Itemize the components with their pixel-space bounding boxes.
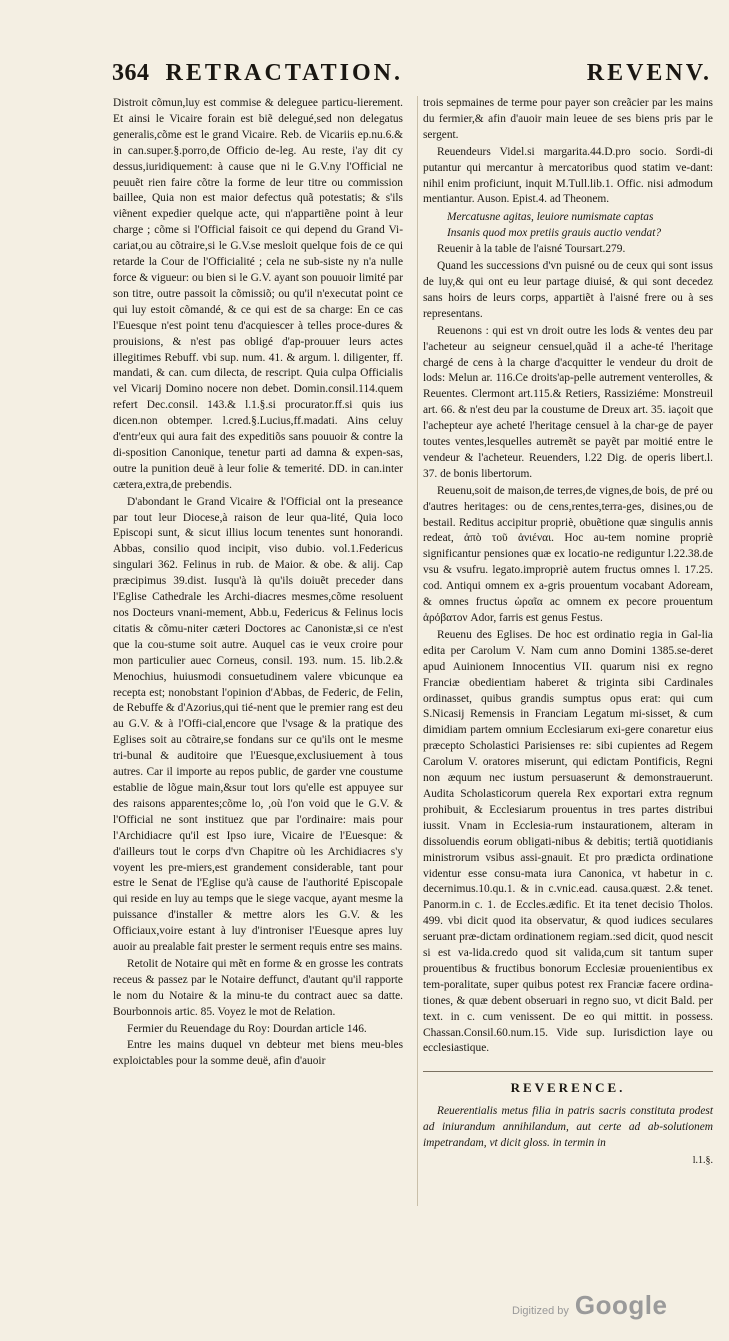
right-paragraph: Reuenu des Eglises. De hoc est ordinatio regia in Gal-lia edita per Carolum V. Nam cum anno Domini 1385.se-deret apud Auinionem Innocentius VII. quarum nisi ex regno Franciæ obedientiam haberet & triginta sibi Cardinales ordinasset, quibus grandis sumptus opus erat: qui cum S.Nicasij Remensis in Franciam Legatum mi-sisset, & cum dimidiam partem omnium Ecclesiarum exi-gere conaretur eius præcepto Scholastici Parisienses re: sibi cupientes ad Regem Carolum V. oratores miserunt, qui edictam Pontificis, Regni non æquum nec iustum persuaserunt & demonstrauerunt. Audita Scholasticorum querela Rex exportari extra regnum prohibuit, & Ecclesiarum prouentus in tres partes distribui iussit. Vnam in Ecclesia-rum instaurationem, alteram in dissoluendis eorum obligati-nibus & debitis; tertiã quotidianis ministrorum vsibus assi-gnauit. Et pro prædicta ordinatione videntur esse consu-mata iura Canonica, vt habetur in c. decernimus.10.qu.1. & in c.vnic.ead. causa.quæst. 2.& tenet. Panorm.in c. 1. de Eccles.ædific. Et ita tenet decisio Tholos. 499. vbi dicit quod ita observatur, & quod iudices seculares seruant præ-dictam ordinationem regiam.:sed dicit, quod nescit si est va-lida.credo quod sit valida,cum sit tantum super prouentibus & fructibus bonorum Ecclesiæ prouenientibus ex tem-poralitate, super quibus potest rex Franciæ facere ordina-tiones, & quæ debent obseruari in regno suo, vt dicit Bald. per text. in c. cum venissent. De eo qui mittit. in possess. Chassan.Consil.60.num.15. Vide sup. Iurisdiction laye ou ecclesiastique. (423, 628, 713, 1055)
left-column (113, 96, 403, 1071)
running-header (112, 60, 712, 94)
column-divider (417, 96, 418, 1206)
digitized-watermark (512, 1290, 667, 1320)
right-paragraph: Quand les successions d'vn puisné ou de ceux qui sont issus de luy,& qui ont eu leur partage diuisé, & qui sont decedez sans hoirs de leurs corps, appartiẽt à l'aisné frere ou à ses representans. (423, 260, 713, 320)
catchword: l.1.§. (692, 1155, 713, 1166)
left-paragraph: Fermier du Reuendage du Roy: Dourdan article 146. (127, 1022, 367, 1035)
left-paragraph: Retolit de Notaire qui mẽt en forme & en grosse les contrats receus & passez par le Notaire deffunct, d'autant qu'il rapporte le nom du Notaire & la minu-te du contract auec sa datte. Bourbonnois artic. 85. Voyez le mot de Relation. (113, 957, 403, 1018)
right-paragraph: trois sepmaines de terme pour payer son creãcier par les mains du fermier,& afin d'auoir main leuee de ses biens pris par le sergent. (423, 97, 713, 141)
verse-line: Mercatusne agitas, leuiore numismate captas (447, 211, 654, 224)
page-number: 364 (112, 60, 150, 86)
right-paragraph: Reuenu,soit de maison,de terres,de vignes,de bois, de pré ou d'autres heritages: ou de cens,rentes,terra-ges, disines,ou de bestail. Reditus accipitur propriè, obuẽtione quæ singulis annis redeat, ἀπὸ τοῦ ἀνιέναι. Hoc au-tem nomine propriè significantur pensiones quæ ex locatio-ne rediguntur l.22.38.de vsu & vsufru. legato.impropriè autem fructus omnes l. 17.25. cod. Antiqui omnem ex a-gris prouentum vocabant Adoream, & omnes fructus ὡραῖα ac omnem ex pecore prouentum ἀρόβατον Ador, farris est genus Festus. (423, 484, 713, 624)
verse-line: Insanis quod mox pretiis grauis auctio vendat? (447, 227, 662, 240)
running-title-left: RETRACTATION. (165, 60, 403, 86)
right-paragraph: Reuenir à la table de l'aisné Toursart.279. (437, 243, 626, 256)
google-logo: Google (574, 1290, 668, 1320)
section-heading: REVERENCE. (423, 1071, 713, 1096)
left-paragraph: Distroit cõmun,luy est commise & deleguee particu-lierement. Et ainsi le Vicaire forain est biẽ delegué,sed non delegatus generalis,cõme est le grand Vicaire. Reb. de Vicariis ep.nu.6.& in can.super.§.porro,de Officio de-leg. Au reste, i'ay dit cy dessus,iuridiquement: à cause que ni le G.V.ny l'Official ne peuuẽt rien faire cõtre la forme de leur titre ou commission baillee, Quia non est maior defectus quã potestatis; & s'ils viẽnent expedier quelque acte, qui n'appartiẽne point à leur charge ; cõme si l'Official faisoit ce qui depend du Grand Vi-cariat,ou au cõtraire,si le G.V.se mesloit quelque fois de ce qui retarde la Cour de l'Officialité ; cela ne sub-siste ny n'a nulle force & vigueur: ou bien si le G.V. ayant son pouuoir limité par son titre, outre passoit la cõmissiõ; ou qu'il n'executat point ce qui luy estoit cõmandé, & ce qui est de sa charge: En ce cas l'Euesque n'est point tenu d'acquiescer à telles proce-dures & prouisions, & n'est pas obligé d'ap-prouuer leurs actes illegitimes Rebuff. vbi sup. num. 41. & argum. l. diligenter, ff. mandati, & can. cum dilecta, de rescript. Quia culpa Officialis vel Vicarij Domino nocere non debet. Domin.consil.114.quem refert Dec.consil. 143.& l.1.§.si procurator.ff.si quis ius dicen.non obtemper. l.cred.§.Lucius,ff.madati. Ains celuy d'entr'eux qui aura fait des expeditiõs sans pouuoir & contre la di-sposition Canonique, tenetur parti ad damna & expen-sas, outre la punition deuë à leur folie & temerité. DD. in can.inter cætera,extra,de prebendis. (113, 97, 403, 491)
section-paragraph: Reuerentialis metus filia in patris sacris constituta prodest ad iniurandum annihilandum, aut certe ad ab-solutionem impetrandam, vt dicit gloss. in termin in (423, 1105, 713, 1150)
left-paragraph: Entre les mains duquel vn debteur met biens meu-bles exploictables pour la somme deuë, afin d'auoir (113, 1039, 403, 1068)
verse-quote (447, 210, 713, 242)
watermark-prefix: Digitized by (512, 1305, 569, 1317)
right-paragraph: Reuendeurs Videl.si margarita.44.D.pro socio. Sordi-di putantur qui mercantur à mercatoribus quod statim ve-dant: nihil enim proficiunt, inquit M.Tull.lib.1. Offic. nisi admodum mentiantur. Auson. Epist.4. ad Theonem. (423, 145, 713, 206)
left-paragraph: D'abondant le Grand Vicaire & l'Official ont la preseance par tout leur Diocese,à raison de leur qua-lité, Quia loco Episcopi sunt, & sicut illius locum tenentes sunt honorandi. Abbas, consilio quod incipit, viso dubio. vol.1.Federicus singulari 362. Felinus in rub. de Maior. & obe. & alij. Cap præcipimus 39.dist. Iusqu'à là qu'ils doiuẽt preceder dans l'Eglise Cathedrale les Archi-diacres mesmes,cõme resoluent nos Docteurs vnani-mement, Abb.u, Federicus & Felinus locis citatis & cõmu-niter cæteri Doctores ac Canonistæ,si ce n'est que la cou-stume soit autre. Auquel cas ie veux croire pour mon particulier auec Corneus, consil. 193. num. 15. lib.2.& Menochius, huiusmodi consuetudinem valere vbicunque ea recepta est; nonobstant l'opinion d'Abbas, de Federic, de Felin, de Rebuffe & d'Azorius,qui tié-nent que le premier rang est deu au G.V. & à l'Offi-cial,encore que l'vsage & la pratique des Eglises soit au cõtraire,se fondans sur ce qu'ils ont le mesme tri-bunal & auditoire que l'Euesque,exclusiuement à tous autres. Car il importe au repos public, de garder vne coustume establie de lõgue main,&sur tout lors qu'elle est appuyee sur des raisons apparentes;cõme lo, ,où l'on void que le G.V. & l'Official ne sont instituez que par l'ordinaire: mais pour l'Archidiacre qu'il est Ipso iure, Vicaire de l'Euesque: & d'ailleurs tout le corps d'vn Chapitre où les Archidiacres s'y voyent les pre-miers,est grandement considerable, tant pour estre le Senat de l'Eglise qu'à cause de l'authorité Episcopale qui reside en luy au temps que le siege vacque, ayant mesme la puissance d'installer & mettre alors les G.V. & les Officiaux,voire estant à luy d'introniser l'Euesque apres luy auoir au prealable fait prester le serment requis entre ses mains. (113, 495, 403, 954)
running-title-right: REVENV. (586, 60, 712, 86)
right-column (423, 96, 713, 1169)
right-paragraph: Reuenons : qui est vn droit outre les lods & ventes deu par l'acheteur au seigneur censuel,quãd il a ache-té l'heritage chargé de cens à la charge d'acquitter le vendeur du droit de lods: Melun ar. 116.Ce droits'ap-pelle autrement venterolles, & Reuentes. Clermont art.115.& Retiers, Rassiziéme: Monstreuil art. 66. & n'est deu par la coustume de Dreux art. 35. iaçoit que l'achepteur aye acheté l'heritage censuel à la char-ge de payer toutes ventes,lesquelles autremẽt se payẽt par moitié entre le vendeur & l'acheteur. Reuenders, l.22 Dig. de operis libert.l. 37. de bonis libertorum. (423, 324, 713, 480)
